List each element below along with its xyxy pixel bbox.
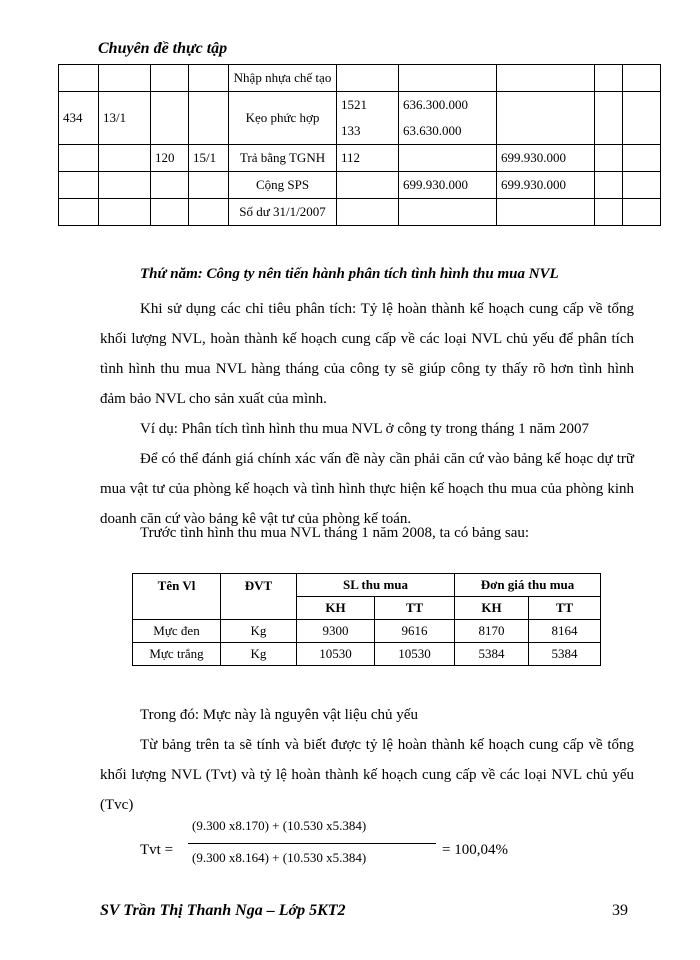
paragraph-compute: Từ bảng trên ta sẽ tính và biết được tỷ lệ hoàn thành kế hoạch cung cấp về tổng khối lượng NVL (Tvt) và tỷ lệ hoàn thành kế hoạch cung cấp về các loại NVL chủ yếu (Tvc) bbox=[100, 737, 634, 813]
ledger-row bbox=[59, 199, 661, 226]
ledger-cell bbox=[99, 199, 151, 226]
ledger-cell bbox=[623, 172, 661, 199]
purchase-row bbox=[133, 620, 601, 643]
purchase-cell: Mực đen bbox=[133, 620, 221, 643]
ledger-cell bbox=[497, 65, 595, 92]
header-material-name: Tên Vl bbox=[133, 574, 221, 620]
purchase-cell: 9300 bbox=[297, 620, 375, 643]
ledger-cell: 13/1 bbox=[99, 92, 151, 145]
ledger-cell: 434 bbox=[59, 92, 99, 145]
ledger-cell: 699.930.000 bbox=[399, 172, 497, 199]
ledger-cell: Kẹo phức hợp bbox=[229, 92, 337, 145]
ledger-cell: Nhập nhựa chế tạo bbox=[229, 65, 337, 92]
ledger-table bbox=[58, 64, 661, 226]
purchase-cell: Kg bbox=[221, 620, 297, 643]
ledger-cell: 112 bbox=[337, 145, 399, 172]
ledger-cell bbox=[399, 199, 497, 226]
page-header-title: Chuyên đề thực tập bbox=[98, 40, 228, 57]
formula-label: Tvt = bbox=[140, 842, 174, 858]
ledger-cell bbox=[189, 199, 229, 226]
ledger-cell bbox=[595, 145, 623, 172]
formula-denominator: (9.300 x8.164) + (10.530 x5.384) bbox=[192, 850, 367, 865]
ledger-cell bbox=[595, 92, 623, 145]
ledger-cell: 699.930.000 bbox=[497, 172, 595, 199]
ledger-cell bbox=[59, 145, 99, 172]
ledger-cell bbox=[99, 145, 151, 172]
formula-fraction-bar bbox=[188, 843, 436, 844]
ledger-cell: 636.300.000 63.630.000 bbox=[399, 92, 497, 145]
ledger-cell bbox=[151, 199, 189, 226]
ledger-cell bbox=[497, 92, 595, 145]
ledger-cell: 120 bbox=[151, 145, 189, 172]
ledger-cell bbox=[151, 92, 189, 145]
purchase-cell: Mực trắng bbox=[133, 643, 221, 666]
ledger-cell bbox=[59, 172, 99, 199]
purchase-cell: Kg bbox=[221, 643, 297, 666]
ledger-cell: 15/1 bbox=[189, 145, 229, 172]
ledger-cell bbox=[337, 65, 399, 92]
ledger-cell bbox=[595, 65, 623, 92]
ledger-cell bbox=[399, 145, 497, 172]
ledger-cell bbox=[623, 199, 661, 226]
ledger-cell bbox=[623, 65, 661, 92]
ledger-cell: 699.930.000 bbox=[497, 145, 595, 172]
header-quantity: SL thu mua bbox=[297, 574, 455, 597]
purchase-table bbox=[132, 573, 601, 666]
paragraph-intro-table: Trước tình hình thu mua NVL tháng 1 năm 2008, ta có bảng sau: bbox=[140, 525, 530, 541]
ledger-cell: Cộng SPS bbox=[229, 172, 337, 199]
formula-result: = 100,04% bbox=[442, 842, 508, 858]
header-price-plan: KH bbox=[455, 597, 529, 620]
header-qty-plan: KH bbox=[297, 597, 375, 620]
ledger-row bbox=[59, 145, 661, 172]
purchase-row bbox=[133, 643, 601, 666]
ledger-cell bbox=[623, 145, 661, 172]
ledger-cell: Trả bằng TGNH bbox=[229, 145, 337, 172]
ledger-cell bbox=[59, 65, 99, 92]
ledger-cell: 1521 133 bbox=[337, 92, 399, 145]
purchase-cell: 5384 bbox=[529, 643, 601, 666]
note-main-material: Trong đó: Mực này là nguyên vật liệu chủ yếu bbox=[140, 707, 418, 723]
ledger-row bbox=[59, 65, 661, 92]
ledger-row bbox=[59, 172, 661, 199]
ledger-row bbox=[59, 92, 661, 145]
purchase-cell: 10530 bbox=[297, 643, 375, 666]
formula-numerator: (9.300 x8.170) + (10.530 x5.384) bbox=[192, 818, 367, 833]
ledger-cell: Số dư 31/1/2007 bbox=[229, 199, 337, 226]
purchase-cell: 5384 bbox=[455, 643, 529, 666]
paragraph-basis: Để có thể đánh giá chính xác vấn đề này cần phải căn cứ vào bảng kế hoạc dự trữ mua vật tư của phòng kế hoạch và tình hình thực hiện kế hoạch thu mua của phòng kinh doanh căn cứ vào bảng kê vật tư của phòng kế toán. bbox=[100, 451, 634, 527]
ledger-cell bbox=[337, 199, 399, 226]
ledger-cell bbox=[151, 172, 189, 199]
purchase-cell: 8170 bbox=[455, 620, 529, 643]
ledger-cell bbox=[595, 172, 623, 199]
ledger-cell bbox=[189, 65, 229, 92]
header-price-actual: TT bbox=[529, 597, 601, 620]
ledger-cell bbox=[189, 172, 229, 199]
ledger-cell bbox=[399, 65, 497, 92]
footer-author: SV Trần Thị Thanh Nga – Lớp 5KT2 bbox=[100, 902, 346, 919]
header-unit: ĐVT bbox=[221, 574, 297, 620]
ledger-cell bbox=[189, 92, 229, 145]
purchase-cell: 9616 bbox=[375, 620, 455, 643]
paragraph-analysis: Khi sử dụng các chỉ tiêu phân tích: Tỷ lệ hoàn thành kế hoạch cung cấp về tổng khối lượng NVL, hoàn thành kế hoạch cung cấp về các loại NVL chủ yếu để phân tích tình hình thu mua NVL hàng tháng của công ty sẽ giúp công ty thấy rõ hơn tình hình đảm bảo NVL cho sản xuất của mình. bbox=[100, 301, 634, 407]
header-unit-price: Đơn giá thu mua bbox=[455, 574, 601, 597]
purchase-cell: 10530 bbox=[375, 643, 455, 666]
ledger-cell bbox=[99, 65, 151, 92]
ledger-cell bbox=[497, 199, 595, 226]
ledger-cell bbox=[337, 172, 399, 199]
section-heading: Thứ năm: Công ty nên tiến hành phân tích tình hình thu mua NVL bbox=[140, 266, 559, 282]
purchase-cell: 8164 bbox=[529, 620, 601, 643]
ledger-cell bbox=[99, 172, 151, 199]
ledger-cell bbox=[595, 199, 623, 226]
ledger-cell bbox=[151, 65, 189, 92]
page-number: 39 bbox=[612, 902, 628, 919]
ledger-cell bbox=[59, 199, 99, 226]
paragraph-example: Ví dụ: Phân tích tình hình thu mua NVL ở công ty trong tháng 1 năm 2007 bbox=[140, 421, 589, 437]
header-qty-actual: TT bbox=[375, 597, 455, 620]
ledger-cell bbox=[623, 92, 661, 145]
